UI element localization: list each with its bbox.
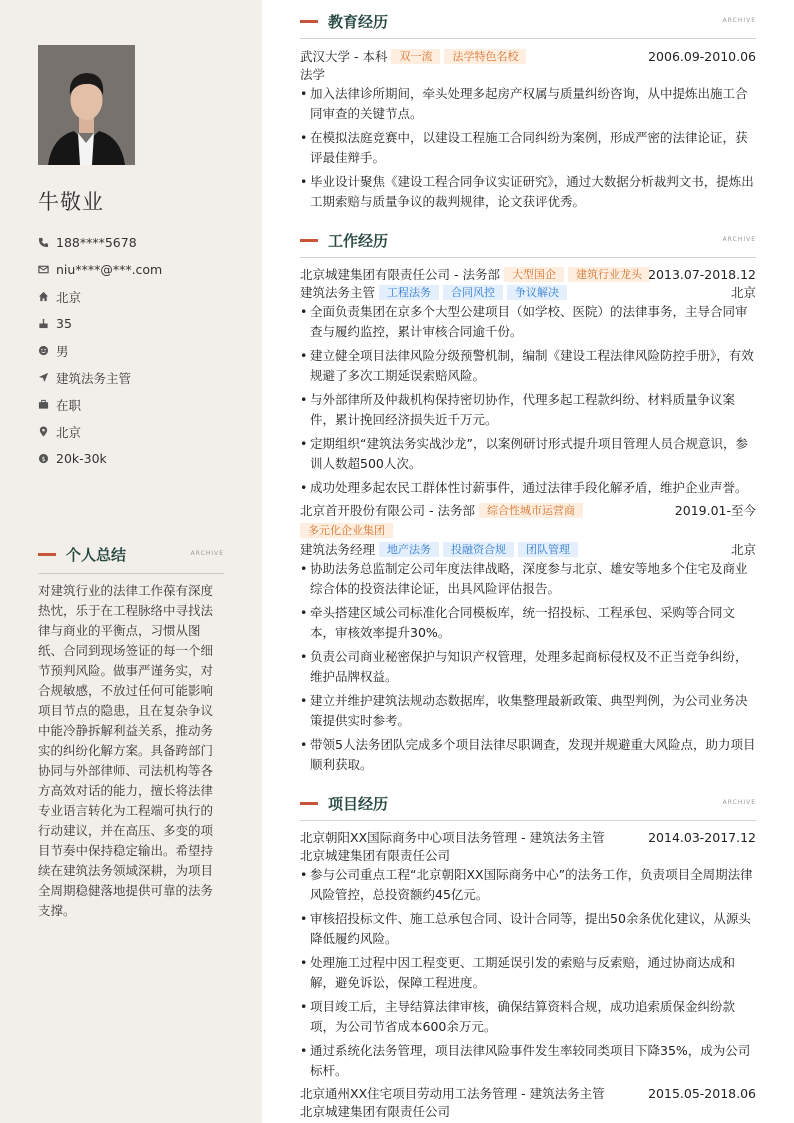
- face-icon: [38, 345, 56, 356]
- list-item: • 定期组织“建筑法务实战沙龙”，以案例研讨形式提升项目管理人员合规意识，参训人数超500人次。: [300, 434, 756, 474]
- project-name: 北京通州XX住宅项目劳动用工法务管理 - 建筑法务主管: [300, 1086, 605, 1101]
- job-company-row: [300, 502, 756, 520]
- position-text: 建筑法务主管: [56, 370, 132, 386]
- school-name: 武汉大学 - 本科: [300, 49, 388, 64]
- archive-label: ARCHIVE: [722, 799, 756, 806]
- work-section-header: [300, 227, 756, 258]
- info-salary: [38, 445, 238, 472]
- list-item: • 成功处理多起农民工群体性讨薪事件，通过法律手段化解矛盾，维护企业声誉。: [300, 478, 756, 498]
- job-role-row: [300, 284, 756, 302]
- status-text: 在职: [56, 397, 82, 413]
- coin-icon: [38, 453, 56, 464]
- cake-icon: [38, 318, 56, 329]
- job-role-row: [300, 541, 756, 559]
- company-tag: 建筑行业龙头: [568, 267, 650, 282]
- education-major-row: [300, 66, 756, 84]
- job-company-row: [300, 266, 756, 284]
- role-tag: 合同风控: [443, 285, 503, 300]
- job-company-tag-row: [300, 522, 756, 540]
- email-text: niu****@***.com: [56, 262, 163, 277]
- job-bullets: [300, 302, 756, 502]
- role-tag: 争议解决: [507, 285, 567, 300]
- project-name-row: [300, 829, 756, 847]
- school-tag: 法学特色名校: [444, 49, 526, 64]
- list-item: • 带领5人法务团队完成多个项目法律尽职调查，发现并规避重大风险点，助力项目顺利获取。: [300, 735, 756, 775]
- info-gender: [38, 337, 238, 364]
- phone-icon: [38, 237, 56, 248]
- role-tag: 团队管理: [518, 542, 578, 557]
- project-org: 北京城建集团有限责任公司: [300, 848, 451, 863]
- info-status: [38, 391, 238, 418]
- project-name: 北京朝阳XX国际商务中心项目法务管理 - 建筑法务主管: [300, 830, 605, 845]
- project-date: 2014.03-2017.12: [648, 830, 756, 845]
- job-date: 2019.01-至今: [674, 503, 756, 518]
- list-item: • 在模拟法庭竞赛中，以建设工程施工合同纠纷为案例，形成严密的法律论证，获评最佳辩手。: [300, 128, 756, 168]
- job-company: 北京首开股份有限公司 - 法务部: [300, 503, 475, 518]
- info-position: [38, 364, 238, 391]
- summary-text: 对建筑行业的法律工作葆有深度热忱，乐于在工程脉络中寻找法律与商业的平衡点，习惯从图纸、合同到现场签证的每一个细节预判风险。做事严谨务实，对合规敏感，不放过任何可能影响项目节点的隐患，且在复杂争议中能冷静拆解利益关系，推动务实的纠纷化解方案。具备跨部门协同与外部律师、司法机构等各方高效对话的能力，擅长将法律专业语言转化为工程端可执行的行动建议，并在高压、多变的项目节奏中保持稳定输出。希望持续在建筑法务领域深耕，为项目全周期稳健落地提供可靠的法务支撑。: [38, 583, 214, 918]
- list-item: • 毕业设计聚焦《建设工程合同争议实证研究》，通过大数据分析裁判文书，提炼出工期索赔与质量争议的裁判规律，论文获评优秀。: [300, 172, 756, 212]
- svg-text:$: $: [41, 454, 46, 463]
- phone-text: 188****5678: [56, 235, 137, 250]
- avatar: [38, 45, 135, 165]
- info-age: [38, 310, 238, 337]
- job-role: 建筑法务主管: [300, 285, 376, 300]
- info-location: [38, 418, 238, 445]
- section-accent-bar: [300, 239, 318, 242]
- job-date: 2013.07-2018.12: [648, 267, 756, 282]
- list-item: • 通过系统化法务管理，项目法律风险事件发生率较同类项目下降35%，成为公司标杆。: [300, 1041, 756, 1081]
- education-bullets: [300, 84, 756, 216]
- info-phone: [38, 229, 238, 256]
- list-item: • 与外部律所及仲裁机构保持密切协作，代理多起工程款纠纷、材料质量争议案件，累计挽回经济损失近千万元。: [300, 390, 756, 430]
- list-item: • 牵头搭建区域公司标准化合同模板库，统一招投标、工程承包、采购等合同文本，审核效率提升30%。: [300, 603, 756, 643]
- list-item: • 建立并维护建筑法规动态数据库，收集整理最新政策、典型判例，为公司业务决策提供实时参考。: [300, 691, 756, 731]
- home-icon: [38, 291, 56, 302]
- job-role: 建筑法务经理: [300, 542, 376, 557]
- archive-label: ARCHIVE: [722, 236, 756, 243]
- send-icon: [38, 372, 56, 383]
- list-item: • 负责公司商业秘密保护与知识产权管理，处理多起商标侵权及不正当竞争纠纷，维护品牌权益。: [300, 647, 756, 687]
- company-tag: 多元化企业集团: [300, 523, 393, 538]
- list-item: • 加入法律诊所期间，牵头处理多起房产权属与质量纠纷咨询，从中提炼出施工合同审查的关键节点。: [300, 84, 756, 124]
- list-item: • 审核招投标文件、施工总承包合同、设计合同等，提出50余条优化建议，从源头降低履约风险。: [300, 909, 756, 949]
- sidebar: [0, 0, 262, 1123]
- section-accent-bar: [300, 802, 318, 805]
- list-item: • 参与公司重点工程“北京朝阳XX国际商务中心”的法务工作，负责项目全周期法律风险管控，总投资额约45亿元。: [300, 865, 756, 905]
- list-item: • 建立健全项目法律风险分级预警机制，编制《建设工程法律风险防控手册》，有效规避了多次工期延误索赔风险。: [300, 346, 756, 386]
- project-bullets: [300, 865, 756, 1085]
- list-item: • 项目竣工后，主导结算法律审核，确保结算资料合规，成功追索质保金纠纷款项，为公司节省成本600余万元。: [300, 997, 756, 1037]
- gender-text: 男: [56, 343, 69, 359]
- archive-label: ARCHIVE: [722, 17, 756, 24]
- summary-section-header: [38, 541, 224, 574]
- major: 法学: [300, 67, 326, 82]
- briefcase-icon: [38, 399, 56, 410]
- project-org-row: [300, 847, 756, 865]
- list-item: • 全面负责集团在京多个大型公建项目（如学校、医院）的法律事务，主导合同审查与履约监控，累计审核合同逾千份。: [300, 302, 756, 342]
- job-city: 北京: [730, 542, 756, 557]
- role-tag: 地产法务: [379, 542, 439, 557]
- home-text: 北京: [56, 289, 82, 305]
- summary-title: 个人总结: [66, 546, 127, 564]
- school-tag: 双一流: [391, 49, 440, 64]
- education-section-header: [300, 8, 756, 39]
- candidate-name: 牛敬业: [38, 190, 104, 214]
- list-item: • 处理施工过程中因工程变更、工期延误引发的索赔与反索赔，通过协商达成和解，避免诉讼，保障工程进度。: [300, 953, 756, 993]
- company-tag: 大型国企: [504, 267, 564, 282]
- role-tag: 投融资合规: [443, 542, 514, 557]
- section-accent-bar: [38, 553, 56, 556]
- list-item: • 协助法务总监制定公司年度法律战略，深度参与北京、雄安等地多个住宅及商业综合体的投资法律论证，出具风险评估报告。: [300, 559, 756, 599]
- contact-info-list: [38, 229, 238, 472]
- job-city: 北京: [730, 285, 756, 300]
- info-home: [38, 283, 238, 310]
- location-pin-icon: [38, 426, 56, 437]
- info-email: [38, 256, 238, 283]
- company-tag: 综合性城市运营商: [479, 503, 583, 518]
- section-accent-bar: [300, 20, 318, 23]
- role-tag: 工程法务: [379, 285, 439, 300]
- project-name-row: [300, 1085, 756, 1103]
- project-date: 2015.05-2018.06: [648, 1086, 756, 1101]
- project-org-row: [300, 1103, 756, 1121]
- job-bullets: [300, 559, 756, 779]
- mail-icon: [38, 264, 56, 275]
- salary-text: 20k-30k: [56, 451, 107, 466]
- projects-section-header: [300, 790, 756, 821]
- work-title: 工作经历: [328, 232, 389, 250]
- project-org: 北京城建集团有限责任公司: [300, 1104, 451, 1119]
- location-text: 北京: [56, 424, 82, 440]
- education-title: 教育经历: [328, 13, 389, 31]
- archive-label: ARCHIVE: [190, 550, 224, 557]
- education-date: 2006.09-2010.06: [648, 49, 756, 64]
- education-school-row: [300, 48, 756, 66]
- projects-title: 项目经历: [328, 795, 389, 813]
- job-company: 北京城建集团有限责任公司 - 法务部: [300, 267, 500, 282]
- age-text: 35: [56, 316, 72, 331]
